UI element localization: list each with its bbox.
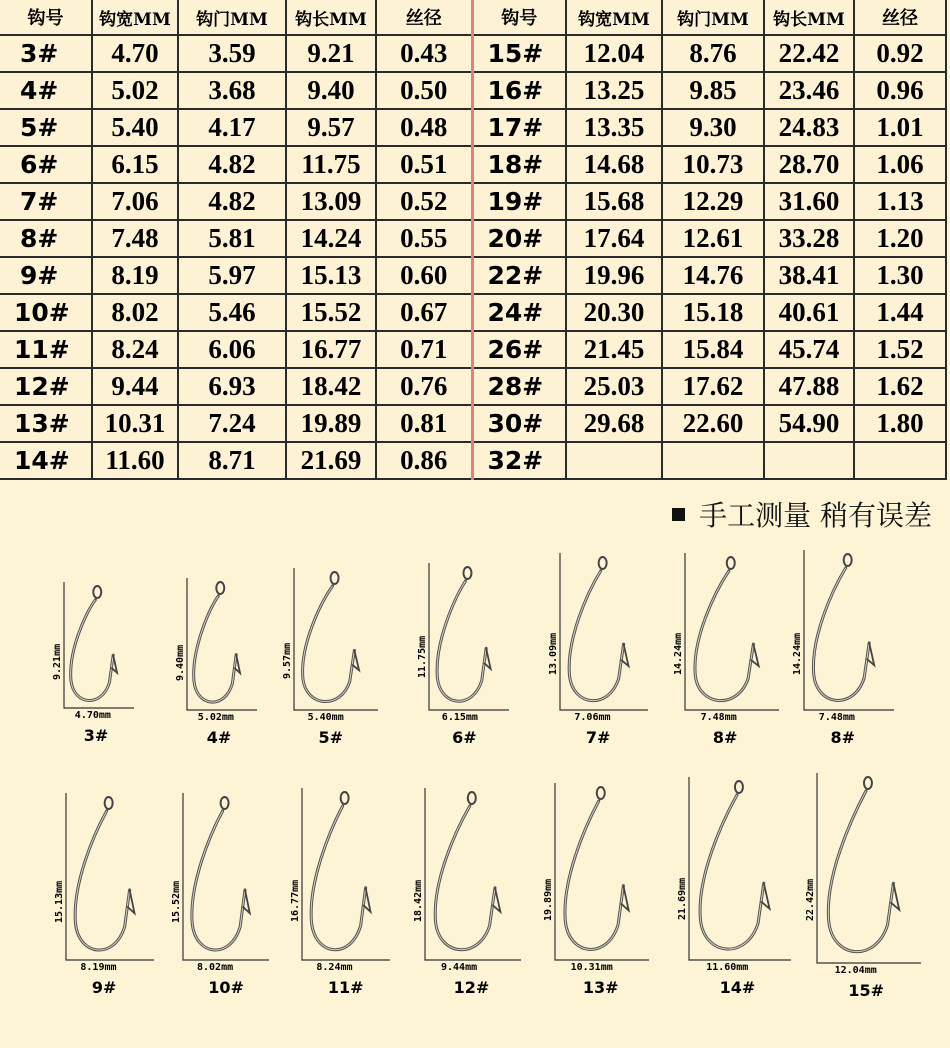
hook-figure (805, 773, 933, 1003)
table-cell: 1.52 (854, 331, 946, 368)
table-cell: 13.09 (286, 183, 376, 220)
table-cell: 6.06 (178, 331, 286, 368)
hook-size-cell: 9# (0, 257, 92, 294)
table-row (0, 35, 946, 72)
table-cell: 11.60 (92, 442, 178, 479)
table-cell: 1.20 (854, 220, 946, 257)
table-cell: 22.42 (764, 35, 854, 72)
table-cell: 6.93 (178, 368, 286, 405)
table-cell: 10.31 (92, 405, 178, 442)
table-cell: 28.70 (764, 146, 854, 183)
table-cell: 0.50 (376, 72, 472, 109)
hook-width-label: 4.70mm (74, 710, 111, 721)
hook-size-cell: 14# (0, 442, 92, 479)
fish-hook-icon (687, 777, 803, 964)
hook-size-cell: 30# (472, 405, 566, 442)
hook-size-label: 3# (83, 726, 109, 745)
note-text: 手工测量 稍有误差 (699, 499, 932, 532)
hook-length-label: 14.24mm (792, 632, 803, 675)
table-cell: 21.45 (566, 331, 662, 368)
hook-spec-table (0, 0, 947, 480)
table-cell: 4.70 (92, 35, 178, 72)
hook-size-cell: 28# (472, 368, 566, 405)
fish-hook-icon (683, 553, 791, 714)
table-cell: 16.77 (286, 331, 376, 368)
table-cell: 13.35 (566, 109, 662, 146)
hook-width-label: 5.02mm (197, 712, 234, 723)
table-cell: 20.30 (566, 294, 662, 331)
hook-figure (792, 550, 906, 750)
table-cell: 12.61 (662, 220, 764, 257)
hook-width-label: 8.02mm (197, 962, 234, 973)
fish-hook-icon (292, 568, 390, 714)
hook-size-label: 9# (91, 978, 117, 997)
table-cell: 47.88 (764, 368, 854, 405)
measurement-note (672, 494, 932, 534)
table-cell: 15.84 (662, 331, 764, 368)
table-row (0, 109, 946, 146)
fish-hook-icon (423, 788, 533, 964)
table-cell (662, 442, 764, 479)
table-cell: 0.92 (854, 35, 946, 72)
fish-hook-icon (427, 563, 521, 714)
table-cell: 0.51 (376, 146, 472, 183)
hook-size-cell: 19# (472, 183, 566, 220)
header-wire: 丝径 (376, 0, 472, 35)
table-cell: 0.86 (376, 442, 472, 479)
hook-width-label: 5.40mm (307, 712, 344, 723)
table-cell: 5.81 (178, 220, 286, 257)
hook-length-label: 9.57mm (282, 642, 293, 679)
fish-hook-icon (181, 793, 281, 964)
table-cell: 5.40 (92, 109, 178, 146)
fish-hook-icon (553, 783, 661, 964)
hook-size-label: 5# (318, 728, 344, 747)
hook-width-label: 12.04mm (834, 965, 877, 976)
table-row (0, 294, 946, 331)
hook-figure (548, 553, 660, 750)
table-cell: 7.24 (178, 405, 286, 442)
table-cell: 19.89 (286, 405, 376, 442)
hook-size-cell: 20# (472, 220, 566, 257)
table-row (0, 183, 946, 220)
hook-size-cell: 32# (472, 442, 566, 479)
table-cell: 0.76 (376, 368, 472, 405)
table-cell: 4.82 (178, 183, 286, 220)
hook-figure (282, 568, 390, 750)
hook-size-cell: 13# (0, 405, 92, 442)
hook-length-label: 9.21mm (52, 644, 63, 681)
hook-figure (52, 582, 146, 748)
hook-length-label: 21.69mm (677, 877, 688, 920)
table-cell: 11.75 (286, 146, 376, 183)
hook-length-label: 14.24mm (673, 633, 684, 676)
hook-size-label: 13# (582, 978, 619, 997)
table-cell: 15.13 (286, 257, 376, 294)
table-cell: 6.15 (92, 146, 178, 183)
hook-size-label: 8# (712, 728, 738, 747)
hook-size-label: 7# (585, 728, 611, 747)
table-cell: 17.62 (662, 368, 764, 405)
hook-size-cell: 15# (472, 35, 566, 72)
header-gap: 钩门MM (178, 0, 286, 35)
hook-width-label: 6.15mm (441, 712, 478, 723)
table-cell: 1.01 (854, 109, 946, 146)
hook-size-cell: 16# (472, 72, 566, 109)
table-cell: 9.40 (286, 72, 376, 109)
fish-hook-icon (300, 788, 402, 964)
table-cell: 7.48 (92, 220, 178, 257)
table-cell: 7.06 (92, 183, 178, 220)
table-cell: 8.19 (92, 257, 178, 294)
hook-size-label: 11# (327, 978, 364, 997)
fish-hook-icon (62, 582, 146, 712)
table-cell: 24.83 (764, 109, 854, 146)
table-cell: 1.80 (854, 405, 946, 442)
header-length: 钩长MM (286, 0, 376, 35)
table-cell: 0.55 (376, 220, 472, 257)
hook-width-label: 11.60mm (706, 962, 749, 973)
hook-size-label: 4# (206, 728, 232, 747)
hook-size-cell: 17# (472, 109, 566, 146)
hook-length-label: 13.09mm (548, 633, 559, 676)
table-cell: 9.30 (662, 109, 764, 146)
hook-figure (673, 553, 791, 750)
hook-size-cell: 12# (0, 368, 92, 405)
table-cell: 17.64 (566, 220, 662, 257)
table-row (0, 368, 946, 405)
hook-figure (413, 788, 533, 1000)
hook-width-label: 8.24mm (316, 962, 353, 973)
hook-width-label: 7.48mm (818, 712, 855, 723)
header-size: 钩号 (472, 0, 566, 35)
table-cell: 3.68 (178, 72, 286, 109)
table-cell: 1.62 (854, 368, 946, 405)
table-cell: 0.71 (376, 331, 472, 368)
hook-figure (54, 793, 166, 1000)
hook-size-label: 6# (452, 728, 477, 747)
hook-size-label: 15# (848, 981, 884, 1000)
table-cell: 12.29 (662, 183, 764, 220)
header-wire: 丝径 (854, 0, 946, 35)
table-cell: 5.97 (178, 257, 286, 294)
hook-width-label: 8.19mm (80, 962, 117, 973)
table-cell: 21.69 (286, 442, 376, 479)
table-cell: 54.90 (764, 405, 854, 442)
table-cell: 9.57 (286, 109, 376, 146)
fish-hook-icon (185, 578, 269, 714)
hook-figure (175, 578, 269, 750)
table-cell: 8.02 (92, 294, 178, 331)
square-bullet-icon (672, 508, 685, 521)
table-cell: 8.76 (662, 35, 764, 72)
table-cell: 9.85 (662, 72, 764, 109)
table-cell: 0.67 (376, 294, 472, 331)
table-cell: 33.28 (764, 220, 854, 257)
table-cell: 10.73 (662, 146, 764, 183)
hook-length-label: 15.13mm (54, 881, 65, 924)
hook-figure (543, 783, 661, 1000)
table-row (0, 405, 946, 442)
hook-width-label: 7.06mm (574, 712, 611, 723)
table-cell: 29.68 (566, 405, 662, 442)
header-length: 钩长MM (764, 0, 854, 35)
table-cell: 0.96 (854, 72, 946, 109)
table-cell: 1.06 (854, 146, 946, 183)
table-cell (854, 442, 946, 479)
table-row (0, 72, 946, 109)
header-size: 钩号 (0, 0, 92, 35)
table-cell: 4.82 (178, 146, 286, 183)
hook-size-cell: 10# (0, 294, 92, 331)
table-cell: 38.41 (764, 257, 854, 294)
hook-size-cell: 4# (0, 72, 92, 109)
table-cell: 3.59 (178, 35, 286, 72)
table-cell: 14.76 (662, 257, 764, 294)
hook-width-label: 10.31mm (570, 962, 613, 973)
hook-size-label: 14# (719, 978, 756, 997)
table-cell: 14.24 (286, 220, 376, 257)
hook-figure (171, 793, 281, 1000)
hook-size-cell: 26# (472, 331, 566, 368)
fish-hook-icon (558, 553, 660, 714)
table-cell: 9.21 (286, 35, 376, 72)
table-cell: 19.96 (566, 257, 662, 294)
table-cell: 12.04 (566, 35, 662, 72)
table-cell: 0.52 (376, 183, 472, 220)
table-row (0, 331, 946, 368)
table-cell: 14.68 (566, 146, 662, 183)
table-cell: 1.44 (854, 294, 946, 331)
table-row (0, 220, 946, 257)
table-cell: 18.42 (286, 368, 376, 405)
table-cell: 9.44 (92, 368, 178, 405)
hook-size-cell: 22# (472, 257, 566, 294)
hook-length-label: 19.89mm (543, 878, 554, 922)
hook-figure (677, 777, 803, 1000)
hook-size-cell: 18# (472, 146, 566, 183)
header-gap: 钩门MM (662, 0, 764, 35)
table-cell: 45.74 (764, 331, 854, 368)
hook-length-label: 22.42mm (805, 879, 816, 922)
table-cell: 5.02 (92, 72, 178, 109)
table-cell: 8.71 (178, 442, 286, 479)
table-header-row (0, 0, 946, 35)
table-cell (764, 442, 854, 479)
fish-hook-icon (802, 550, 906, 714)
table-cell: 40.61 (764, 294, 854, 331)
table-cell: 4.17 (178, 109, 286, 146)
hook-length-label: 11.75mm (417, 635, 428, 678)
hook-length-label: 15.52mm (171, 881, 182, 924)
table-cell: 15.52 (286, 294, 376, 331)
hook-width-label: 9.44mm (441, 962, 478, 973)
hook-size-cell: 24# (472, 294, 566, 331)
table-cell: 22.60 (662, 405, 764, 442)
hook-size-cell: 5# (0, 109, 92, 146)
hook-length-label: 18.42mm (413, 880, 424, 923)
table-cell: 1.13 (854, 183, 946, 220)
header-width: 钩宽MM (566, 0, 662, 35)
hook-length-label: 16.77mm (290, 880, 301, 923)
table-cell: 0.81 (376, 405, 472, 442)
fish-hook-icon (815, 773, 933, 967)
table-cell: 0.48 (376, 109, 472, 146)
table-cell: 0.60 (376, 257, 472, 294)
table-cell: 15.68 (566, 183, 662, 220)
table-cell: 25.03 (566, 368, 662, 405)
table-body (0, 35, 946, 479)
table-cell: 8.24 (92, 331, 178, 368)
table-row (0, 442, 946, 479)
hook-width-label: 7.48mm (700, 712, 737, 723)
table-cell: 0.43 (376, 35, 472, 72)
hook-size-cell: 8# (0, 220, 92, 257)
hook-figure (290, 788, 402, 1000)
hook-size-label: 10# (208, 978, 244, 997)
table-row (0, 146, 946, 183)
table-cell: 1.30 (854, 257, 946, 294)
hook-size-label: 12# (453, 978, 490, 997)
hook-figure (417, 563, 521, 750)
table-row (0, 257, 946, 294)
hook-length-label: 9.40mm (175, 644, 186, 681)
hook-size-label: 8# (830, 728, 856, 747)
header-width: 钩宽MM (92, 0, 178, 35)
hook-size-cell: 11# (0, 331, 92, 368)
table-cell: 31.60 (764, 183, 854, 220)
hook-size-cell: 7# (0, 183, 92, 220)
table-cell (566, 442, 662, 479)
hook-size-cell: 6# (0, 146, 92, 183)
table-cell: 15.18 (662, 294, 764, 331)
hook-size-cell: 3# (0, 35, 92, 72)
table-cell: 13.25 (566, 72, 662, 109)
table-cell: 5.46 (178, 294, 286, 331)
table-cell: 23.46 (764, 72, 854, 109)
fish-hook-icon (64, 793, 166, 964)
